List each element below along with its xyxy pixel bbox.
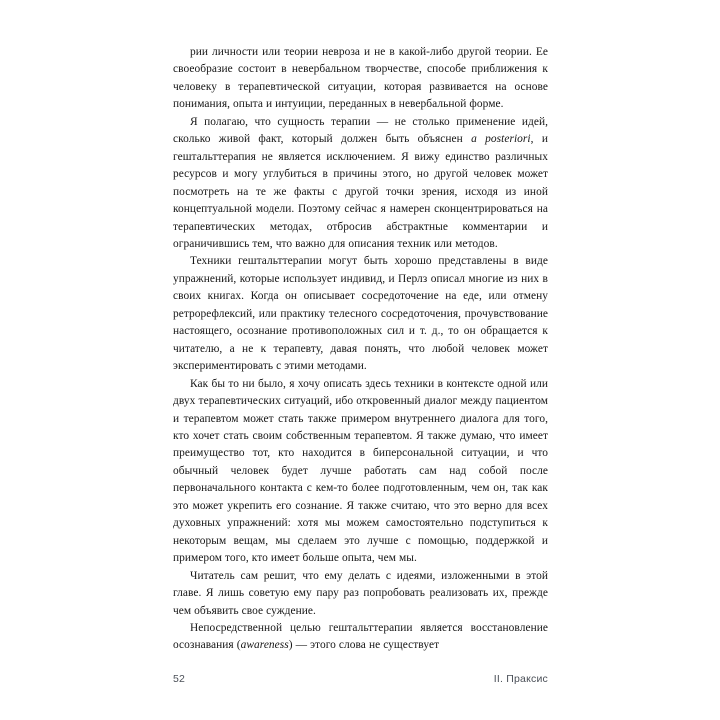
paragraph-text-after-italic: , и гештальттерапия не является исключением. Я вижу единство различных ресурсов и могу углубиться в причины этого, но другой человек может посмотреть на те же факты с другой точки зрения, исходя из иной концептуальной модели. Поэтому сейчас я намерен сконцентрироваться на терапевтических методах, отбросив абстрактные комментарии и ограничившись тем, что важно для описания техник или методов. xyxy=(173,133,549,250)
paragraph-therapeutic-situations: Как бы то ни было, я хочу описать здесь техники в контексте одной или двух терапевтических ситуаций, ибо откровенный диалог между пациентом и терапевтом может стать также примером внутреннего диалога для того, кто хочет стать своим собственным терапевтом. Я также думаю, что имеет преимущество тот, кто находится в биперсональной ситуации, и что обычный человек будет лучше работать сам над собой после первоначального контакта с кем-то более подготовленным, чем он, так как это может укрепить его сознание. Я также считаю, что это верно для всех духовных упражнений: хотя мы можем самостоятельно подступиться к некоторым вещам, мы сделаем это лучше с помощью, поддержкой и примером того, кто имеет больше опыта, чем мы. xyxy=(173,377,548,565)
paragraph-gestalt-techniques: Техники гештальттерапии могут быть хорошо представлены в виде упражнений, которые использует индивид, и Перлз описал многие из них в своих книгах. Когда он описывает сосредоточение на еде, или отмену ретрорефлексий, или практику телесного сосредоточения, прочувствование настоящего, осознание противоположных сил и т. д., то он обращается к читателю, а не к терапевту, давая понять, что любой человек может экспериментировать с этими методами. xyxy=(173,255,548,373)
page-number: 52 xyxy=(173,673,186,685)
paragraph-text-before-italic: Я полагаю, что сущность терапии — не столько применение идей, сколько живой факт, который должен быть объяснен xyxy=(173,115,548,146)
paragraph-text-before-italic: Непосредственной целью гештальттерапии является восстановление осознавания ( xyxy=(173,621,548,652)
italic-term-awareness: awareness xyxy=(240,639,289,652)
page-body-text xyxy=(173,44,548,655)
paragraph-continuation: рии личности или теории невроза и не в какой-либо другой теории. Ее своеобразие состоит в невербальном творчестве, способе приближения к человеку в терапевтической ситуации, которая развивается на основе понимания, опыта и интуиции, переданных в невербальной форме. xyxy=(173,46,548,111)
section-title: II. Праксис xyxy=(493,673,548,685)
paragraph-reader-decides: Читатель сам решит, что ему делать с идеями, изложенными в этой главе. Я лишь советую ему пару раз попробовать реализовать их, прежде чем объявить свое суждение. xyxy=(173,569,548,617)
paragraph-awareness-goal xyxy=(173,620,548,655)
italic-term-a-posteriori: a posteriori xyxy=(471,133,531,146)
paragraph-therapy-essence xyxy=(173,114,548,254)
paragraph-text-after-italic: ) — этого слова не существует xyxy=(288,639,440,652)
page-footer xyxy=(173,670,548,688)
